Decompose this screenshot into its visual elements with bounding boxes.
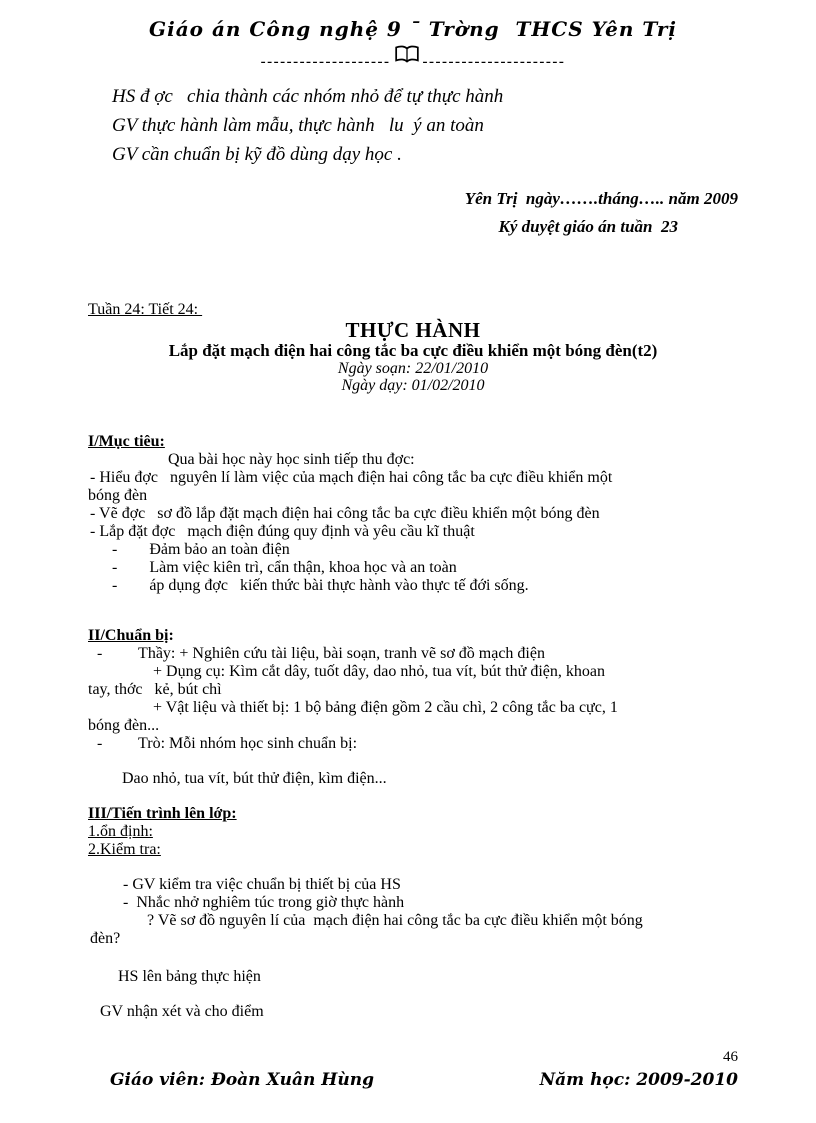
section-1-line: - Làm việc kiên trì, cẩn thận, khoa học và an toàn (112, 559, 457, 576)
section-2-line: + Dụng cụ: Kìm cắt dây, tuốt dây, dao nhỏ, tua vít, bút thử điện, khoan (153, 663, 605, 680)
intro-notes (112, 82, 738, 169)
footer-teacher: Giáo viên: Đoàn Xuân Hùng (110, 1070, 374, 1090)
subsection-on-dinh: 1.ổn định: (88, 823, 153, 840)
gv-line: GV nhận xét và cho điểm (100, 1003, 264, 1020)
section-3-line: - Nhắc nhở nghiêm túc trong giờ thực hành (123, 894, 405, 911)
header-divider (88, 42, 738, 68)
section-1-heading-text: I/Mục tiêu: (88, 433, 165, 450)
section-1-line: bóng đèn (88, 487, 148, 504)
week-line: Tuần 24: Tiết 24: (88, 301, 203, 318)
lesson-subtitle: Lắp đặt mạch điện hai công tắc ba cực điều khiển một bóng đèn(t2) (168, 341, 658, 360)
tools-line: Dao nhỏ, tua vít, bút thử điện, kìm điện... (122, 770, 387, 787)
approval-block (88, 185, 738, 241)
intro-line: GV cần chuẩn bị kỹ đồ dùng dạy học . (112, 144, 402, 165)
week-line-row (88, 241, 738, 319)
section-3-line: đèn? (90, 930, 121, 947)
hs-line: HS lên bảng thực hiện (118, 968, 261, 985)
section-1-heading (88, 432, 738, 451)
divider-left-dashes: -------------------- (260, 54, 391, 70)
date-taught: Ngày dạy: 01/02/2010 (341, 377, 485, 394)
section-3-heading (88, 804, 738, 823)
page-number: 46 (723, 1049, 738, 1065)
section-2-line: bóng đèn... (88, 717, 160, 734)
date-prepared: Ngày soạn: 22/01/2010 (337, 360, 489, 377)
section-1-line: Qua bài học này học sinh tiếp thu đợc: (168, 451, 415, 468)
approval-sign-line: Ký duyệt giáo án tuần 23 (498, 217, 678, 236)
approval-date-line: Yên Trị ngày…….tháng….. năm 2009 (464, 189, 738, 208)
section-3-line: - GV kiểm tra việc chuẩn bị thiết bị của HS (123, 876, 401, 893)
section-2-line: tay, thớc kẻ, bút chì (88, 681, 222, 698)
footer-school-year: Năm học: 2009-2010 (539, 1070, 738, 1090)
section-2-line: - Thầy: + Nghiên cứu tài liệu, bài soạn, tranh vẽ sơ đồ mạch điện (97, 645, 545, 662)
section-2-heading (88, 626, 738, 645)
section-2-line: + Vật liệu và thiết bị: 1 bộ bảng điện gồm 2 cầu chì, 2 công tắc ba cực, 1 (153, 699, 618, 716)
divider-right-dashes: ---------------------- (422, 54, 566, 70)
section-3-heading-text: III/Tiến trình lên lớp: (88, 805, 237, 822)
section-1-line: - Hiểu đợc nguyên lí làm việc của mạch điện hai công tắc ba cực điều khiển một (90, 469, 613, 486)
section-2-heading-text: II/Chuẩn bị (88, 627, 169, 644)
section-3-line: ? Vẽ sơ đồ nguyên lí của mạch điện hai công tắc ba cực điều khiển một bóng (147, 912, 643, 929)
open-book-icon (394, 45, 420, 70)
section-1-line: - áp dụng đợc kiến thức bài thực hành vào thực tế đới sống. (112, 577, 529, 594)
footer (88, 1069, 738, 1091)
section-1-line: - Đảm bảo an toàn điện (112, 541, 290, 558)
section-2-line: - Trò: Mỗi nhóm học sinh chuẩn bị: (97, 735, 358, 752)
intro-line: HS đ ợc chia thành các nhóm nhỏ để tự thực hành (112, 86, 504, 107)
section-2-heading-colon: : (168, 627, 174, 644)
section-1-line: - Vẽ đợc sơ đồ lắp đặt mạch điện hai công tắc ba cực điều khiển một bóng đèn (90, 505, 600, 522)
intro-line: GV thực hành làm mẫu, thực hành lu ý an toàn (112, 115, 484, 136)
section-1-line: - Lắp đặt đợc mạch điện đúng quy định và yêu cầu kĩ thuật (90, 523, 475, 540)
subsection-kiem-tra: 2.Kiểm tra: (88, 841, 161, 858)
practice-title: THỰC HÀNH (345, 318, 481, 342)
header-title: Giáo án Công nghệ 9 ¯ Trờng THCS Yên Trị (149, 17, 677, 41)
